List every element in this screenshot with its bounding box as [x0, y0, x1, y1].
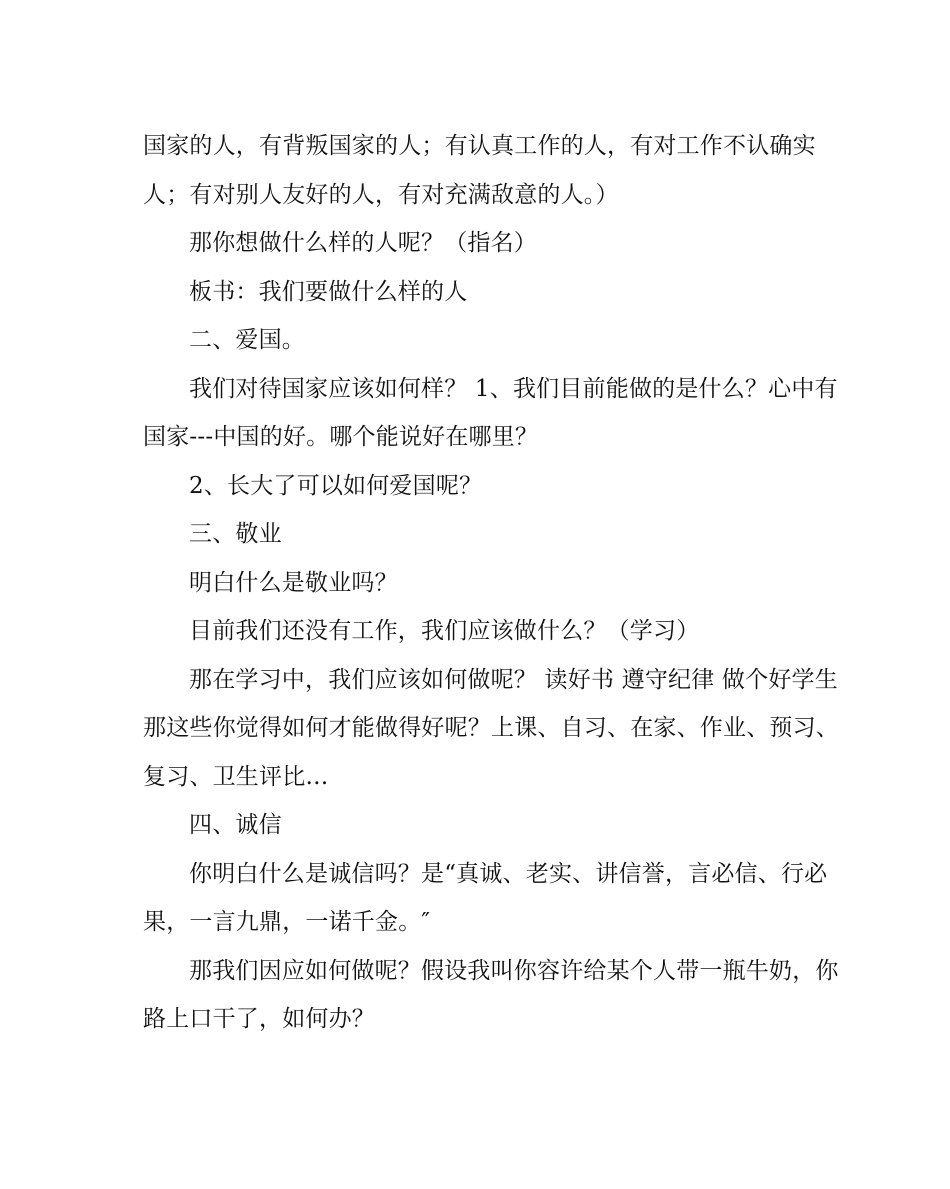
text-line: 国家---中国的好。哪个能说好在哪里？ — [143, 424, 539, 450]
text-line: 复习、卫生评比… — [143, 763, 329, 790]
text-line: 那在学习中，我们应该如何做呢？ 读好书 遵守纪律 做个好学生 — [189, 666, 838, 693]
text-line: 那这些你觉得如何才能做得好呢？上课、自习、在家、作业、预习、 — [143, 715, 839, 741]
text-line: 国家的人，有背叛国家的人；有认真工作的人，有对工作不认确实 — [143, 133, 816, 159]
section-heading-dedication: 三、敬业 — [189, 521, 282, 547]
text-line: 我们对待国家应该如何样？ 1、我们目前能做的是什么？心中有 — [189, 375, 838, 402]
section-heading-patriotism: 二、爱国。 — [189, 327, 305, 353]
text-line: 2、长大了可以如何爱国呢？ — [189, 472, 483, 499]
body-text — [143, 122, 839, 1044]
text-line: 你明白什么是诚信吗？是“真诚、老实、讲信誉，言必信、行必 — [189, 860, 828, 887]
text-line: 果，一言九鼎，一诺千金。″ — [143, 909, 431, 935]
text-line: 那我们因应如何做呢？假设我叫你容许给某个人带一瓶牛奶，你 — [189, 957, 839, 984]
text-line: 人；有对别人友好的人，有对充满敌意的人。） — [143, 181, 619, 208]
text-line: 那你想做什么样的人呢？（指名） — [189, 230, 537, 256]
text-line: 目前我们还没有工作，我们应该做什么？（学习） — [189, 618, 700, 644]
text-line: 明白什么是敬业吗？ — [189, 569, 398, 596]
section-heading-integrity: 四、诚信 — [189, 812, 282, 838]
text-line: 板书：我们要做什么样的人 — [189, 278, 468, 305]
text-line: 路上口干了，如何办？ — [143, 1006, 375, 1032]
